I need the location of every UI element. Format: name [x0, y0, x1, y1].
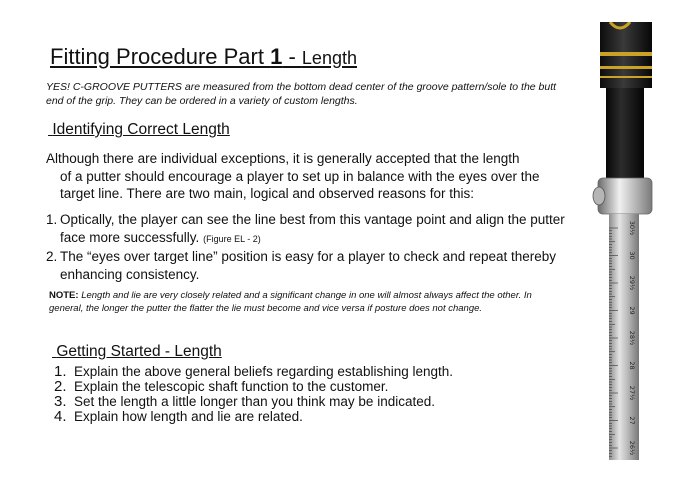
upper-shaft	[606, 88, 644, 180]
list-item	[46, 211, 576, 248]
grip	[600, 22, 652, 88]
scale-label: 30½	[628, 220, 636, 236]
scale-label: 27½	[628, 385, 636, 401]
list-number: 3.	[54, 393, 67, 410]
list-item	[54, 379, 453, 394]
list-number: 2.	[46, 249, 58, 264]
list-text: Set the length a little longer than you think may be indicated.	[74, 394, 435, 409]
paragraph-first-line: Although there are individual exceptions, it is generally accepted that the length	[46, 151, 520, 166]
scale-label: 28	[628, 361, 636, 370]
list-number: 2.	[54, 378, 67, 395]
steps-list	[54, 364, 453, 424]
paragraph-continuation: of a putter should encourage a player to set up in balance with the eyes over the target line. There are two main, logical and observed reasons for this:	[60, 168, 540, 201]
list-text: Explain the telescopic shaft function to the customer.	[74, 379, 389, 394]
list-text: Explain the above general beliefs regarding establishing length.	[74, 364, 454, 379]
scale-label: 27	[628, 416, 636, 425]
scale-label: 26½	[628, 440, 636, 456]
section-heading-identifying-length: Identifying Correct Length	[52, 121, 230, 138]
list-item	[54, 394, 453, 409]
note-text: Length and lie are very closely related and a significant change in one will almost always affect the other. In general, the longer the putter the flatter the lie must become and vice versa if posture does not change.	[49, 290, 532, 314]
list-number: 1.	[46, 212, 58, 227]
list-item	[46, 248, 576, 283]
page-title: Fitting Procedure Part 1 - Length	[50, 44, 357, 69]
note-box	[49, 289, 559, 315]
reasons-list	[46, 211, 576, 283]
section-heading-getting-started: Getting Started - Length	[56, 343, 222, 360]
putter-shaft-image	[586, 22, 662, 460]
list-text: Optically, the player can see the line best from this vantage point and align the putter face more successfully.	[60, 212, 565, 245]
list-item	[54, 409, 453, 424]
shaft-collar	[593, 178, 652, 214]
scale-label: 28½	[628, 330, 636, 346]
list-number: 1.	[54, 363, 67, 380]
list-text: Explain how length and lie are related.	[74, 409, 303, 424]
scale-label: 29	[628, 306, 636, 315]
intro-text: YES! C-GROOVE PUTTERS are measured from the bottom dead center of the groove pattern/sole to the butt end of the grip. They can be ordered in a variety of custom lengths.	[46, 81, 557, 107]
scale-label: 29½	[628, 275, 636, 291]
section-paragraph	[46, 150, 576, 203]
note-label: NOTE:	[49, 290, 79, 301]
list-number: 4.	[54, 408, 67, 425]
list-text: The “eyes over target line” position is easy for a player to check and repeat thereby enhancing consistency.	[60, 249, 557, 282]
list-item	[54, 364, 453, 379]
figure-reference: (Figure EL - 2)	[203, 233, 261, 244]
scale-label: 30	[628, 251, 636, 260]
